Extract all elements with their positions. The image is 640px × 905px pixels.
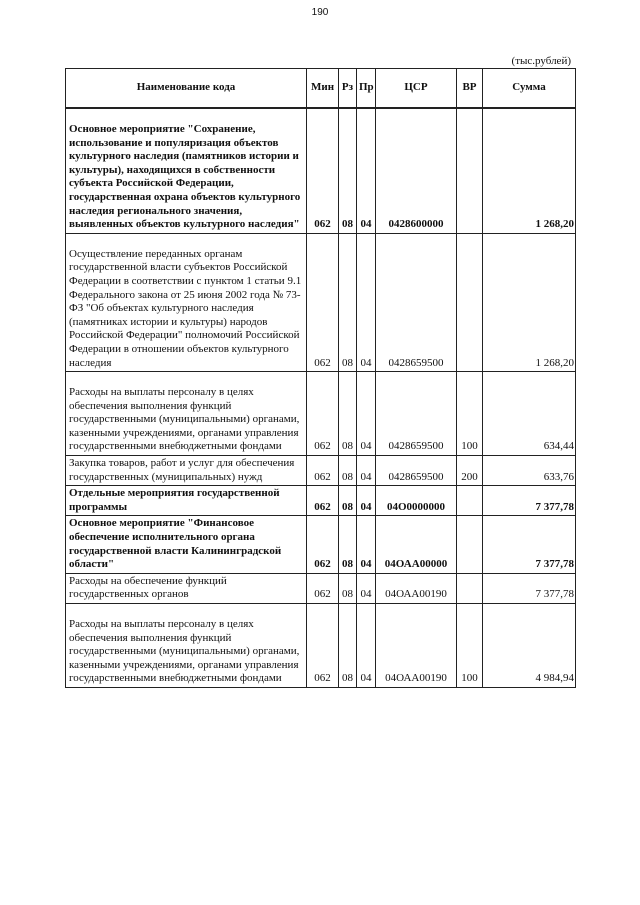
row-sum: 633,76 bbox=[483, 456, 576, 486]
table-row bbox=[66, 604, 576, 688]
row-min: 062 bbox=[307, 486, 339, 516]
row-sum: 634,44 bbox=[483, 372, 576, 456]
row-vr bbox=[457, 108, 483, 233]
row-csr: 0428600000 bbox=[376, 108, 457, 233]
header-min: Мин bbox=[307, 69, 339, 109]
row-csr: 04ОАА00190 bbox=[376, 573, 457, 603]
row-pr: 04 bbox=[357, 108, 376, 233]
row-name: Расходы на обеспечение функций государственных органов bbox=[66, 573, 307, 603]
row-csr: 04ОАА00000 bbox=[376, 516, 457, 573]
row-csr: 04ОАА00190 bbox=[376, 604, 457, 688]
row-name: Расходы на выплаты персоналу в целях обеспечения выполнения функций государственными (муниципальными) органами, казенными учреждениями, органами управления государственными внебюджетными фондами bbox=[66, 372, 307, 456]
header-name: Наименование кода bbox=[66, 69, 307, 109]
row-name: Закупка товаров, работ и услуг для обеспечения государственных (муниципальных) нужд bbox=[66, 456, 307, 486]
row-sum: 1 268,20 bbox=[483, 108, 576, 233]
table-row bbox=[66, 233, 576, 371]
row-sum: 4 984,94 bbox=[483, 604, 576, 688]
row-sum: 7 377,78 bbox=[483, 573, 576, 603]
row-rz: 08 bbox=[339, 604, 357, 688]
row-pr: 04 bbox=[357, 233, 376, 371]
row-sum: 7 377,78 bbox=[483, 516, 576, 573]
table-row bbox=[66, 108, 576, 233]
page-number: 190 bbox=[311, 7, 329, 18]
row-min: 062 bbox=[307, 604, 339, 688]
row-pr: 04 bbox=[357, 573, 376, 603]
row-min: 062 bbox=[307, 456, 339, 486]
header-csr: ЦСР bbox=[376, 69, 457, 109]
row-vr: 200 bbox=[457, 456, 483, 486]
row-name: Основное мероприятие "Финансовое обеспечение исполнительного органа государственной власти Калининградской области" bbox=[66, 516, 307, 573]
table-header-row bbox=[66, 69, 576, 109]
row-min: 062 bbox=[307, 233, 339, 371]
row-pr: 04 bbox=[357, 372, 376, 456]
row-min: 062 bbox=[307, 516, 339, 573]
row-vr bbox=[457, 516, 483, 573]
row-pr: 04 bbox=[357, 456, 376, 486]
row-pr: 04 bbox=[357, 486, 376, 516]
table-row bbox=[66, 372, 576, 456]
row-rz: 08 bbox=[339, 516, 357, 573]
row-rz: 08 bbox=[339, 233, 357, 371]
row-csr: 0428659500 bbox=[376, 456, 457, 486]
row-min: 062 bbox=[307, 573, 339, 603]
table-row bbox=[66, 486, 576, 516]
header-pr: Пр bbox=[357, 69, 376, 109]
row-pr: 04 bbox=[357, 516, 376, 573]
header-rz: Рз bbox=[339, 69, 357, 109]
budget-table bbox=[65, 68, 576, 688]
row-rz: 08 bbox=[339, 573, 357, 603]
row-vr: 100 bbox=[457, 372, 483, 456]
row-name: Отдельные мероприятия государственной программы bbox=[66, 486, 307, 516]
row-pr: 04 bbox=[357, 604, 376, 688]
row-sum: 1 268,20 bbox=[483, 233, 576, 371]
row-min: 062 bbox=[307, 108, 339, 233]
row-vr bbox=[457, 573, 483, 603]
table-row bbox=[66, 573, 576, 603]
row-vr bbox=[457, 486, 483, 516]
table-row bbox=[66, 456, 576, 486]
row-sum: 7 377,78 bbox=[483, 486, 576, 516]
table-row bbox=[66, 516, 576, 573]
units-label: (тыс.рублей) bbox=[511, 55, 571, 67]
row-csr: 04О0000000 bbox=[376, 486, 457, 516]
row-min: 062 bbox=[307, 372, 339, 456]
row-rz: 08 bbox=[339, 372, 357, 456]
header-vr: ВР bbox=[457, 69, 483, 109]
row-name: Осуществление переданных органам государственной власти субъектов Российской Федерации в соответствии с пунктом 1 статьи 9.1 Федерального закона от 25 июня 2002 года № 73-ФЗ "Об объектах культурного наследия (памятниках истории и культуры) народов Российской Федерации" полномочий Российской Федерации в отношении объектов культурного наследия bbox=[66, 233, 307, 371]
row-csr: 0428659500 bbox=[376, 372, 457, 456]
row-csr: 0428659500 bbox=[376, 233, 457, 371]
row-name: Основное мероприятие "Сохранение, использование и популяризация объектов культурного наследия (памятников истории и культуры), находящихся в собственности субъекта Российской Федерации, государственная охрана объектов культурного наследия регионального значения, выявленных объектов культурного наследия" bbox=[66, 108, 307, 233]
row-vr: 100 bbox=[457, 604, 483, 688]
row-rz: 08 bbox=[339, 108, 357, 233]
row-vr bbox=[457, 233, 483, 371]
row-rz: 08 bbox=[339, 486, 357, 516]
header-sum: Сумма bbox=[483, 69, 576, 109]
row-rz: 08 bbox=[339, 456, 357, 486]
row-name: Расходы на выплаты персоналу в целях обеспечения выполнения функций государственными (муниципальными) органами, казенными учреждениями, органами управления государственными внебюджетными фондами bbox=[66, 604, 307, 688]
